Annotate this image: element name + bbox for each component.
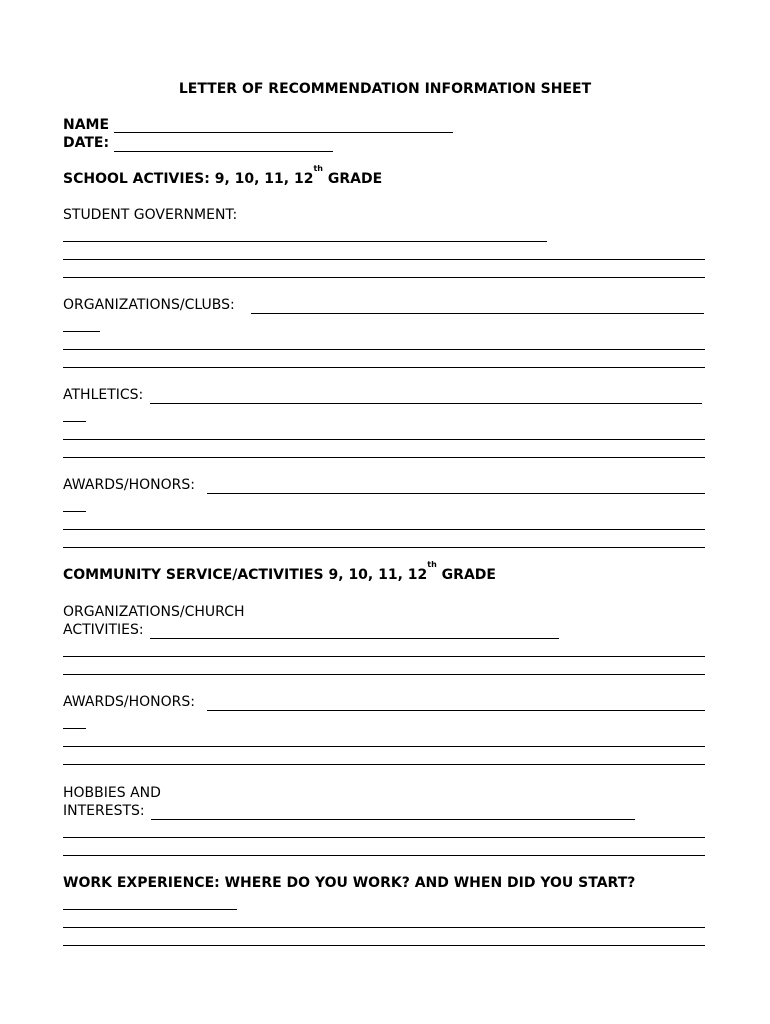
organizations-church-label-line1: ORGANIZATIONS/CHURCH xyxy=(63,604,245,620)
organizations-clubs-line-3[interactable] xyxy=(63,349,705,350)
organizations-clubs-line-4[interactable] xyxy=(63,367,705,368)
school-activities-heading: SCHOOL ACTIVIES: 9, 10, 11, 12th GRADE xyxy=(63,164,383,187)
organizations-church-label-line2: ACTIVITIES: xyxy=(63,622,144,638)
community-awards-line-3[interactable] xyxy=(63,746,705,747)
work-experience-line-3[interactable] xyxy=(63,945,705,946)
community-service-heading: COMMUNITY SERVICE/ACTIVITIES 9, 10, 11, 12th GRADE xyxy=(63,560,496,583)
organizations-clubs-line-2[interactable] xyxy=(63,331,100,332)
athletics-line-3[interactable] xyxy=(63,439,705,440)
work-experience-line-2[interactable] xyxy=(63,927,705,928)
athletics-line-4[interactable] xyxy=(63,457,705,458)
organizations-church-line-2[interactable] xyxy=(63,656,705,657)
hobbies-line-3[interactable] xyxy=(63,855,705,856)
hobbies-line-2[interactable] xyxy=(63,837,705,838)
awards-honors-line-2[interactable] xyxy=(63,511,86,512)
name-field-line[interactable] xyxy=(114,132,453,133)
athletics-label: ATHLETICS: xyxy=(63,387,144,403)
community-awards-line-2[interactable] xyxy=(63,728,86,729)
awards-honors-line-1[interactable] xyxy=(207,493,705,494)
work-experience-line-1[interactable] xyxy=(63,909,237,910)
athletics-line-1[interactable] xyxy=(150,403,702,404)
date-field-line[interactable] xyxy=(114,151,333,152)
student-government-line-2[interactable] xyxy=(63,259,705,260)
awards-honors-label: AWARDS/HONORS: xyxy=(63,477,195,493)
awards-honors-line-3[interactable] xyxy=(63,529,705,530)
date-label: DATE: xyxy=(63,135,110,151)
athletics-line-2[interactable] xyxy=(63,421,86,422)
community-awards-line-1[interactable] xyxy=(207,710,705,711)
name-label: NAME xyxy=(63,117,110,133)
organizations-church-line-3[interactable] xyxy=(63,674,705,675)
organizations-clubs-line-1[interactable] xyxy=(251,313,704,314)
hobbies-label-line1: HOBBIES AND xyxy=(63,785,161,801)
page-title: LETTER OF RECOMMENDATION INFORMATION SHEET xyxy=(178,81,592,97)
student-government-line-3[interactable] xyxy=(63,277,705,278)
organizations-clubs-label: ORGANIZATIONS/CLUBS: xyxy=(63,297,235,313)
awards-honors-line-4[interactable] xyxy=(63,547,705,548)
organizations-church-line-1[interactable] xyxy=(150,638,559,639)
student-government-line-1[interactable] xyxy=(63,241,547,242)
hobbies-label-line2: INTERESTS: xyxy=(63,803,145,819)
work-experience-heading: WORK EXPERIENCE: WHERE DO YOU WORK? AND WHEN DID YOU START? xyxy=(63,875,636,891)
student-government-label: STUDENT GOVERNMENT: xyxy=(63,207,238,223)
community-awards-label: AWARDS/HONORS: xyxy=(63,694,195,710)
community-awards-line-4[interactable] xyxy=(63,764,705,765)
hobbies-line-1[interactable] xyxy=(151,819,635,820)
